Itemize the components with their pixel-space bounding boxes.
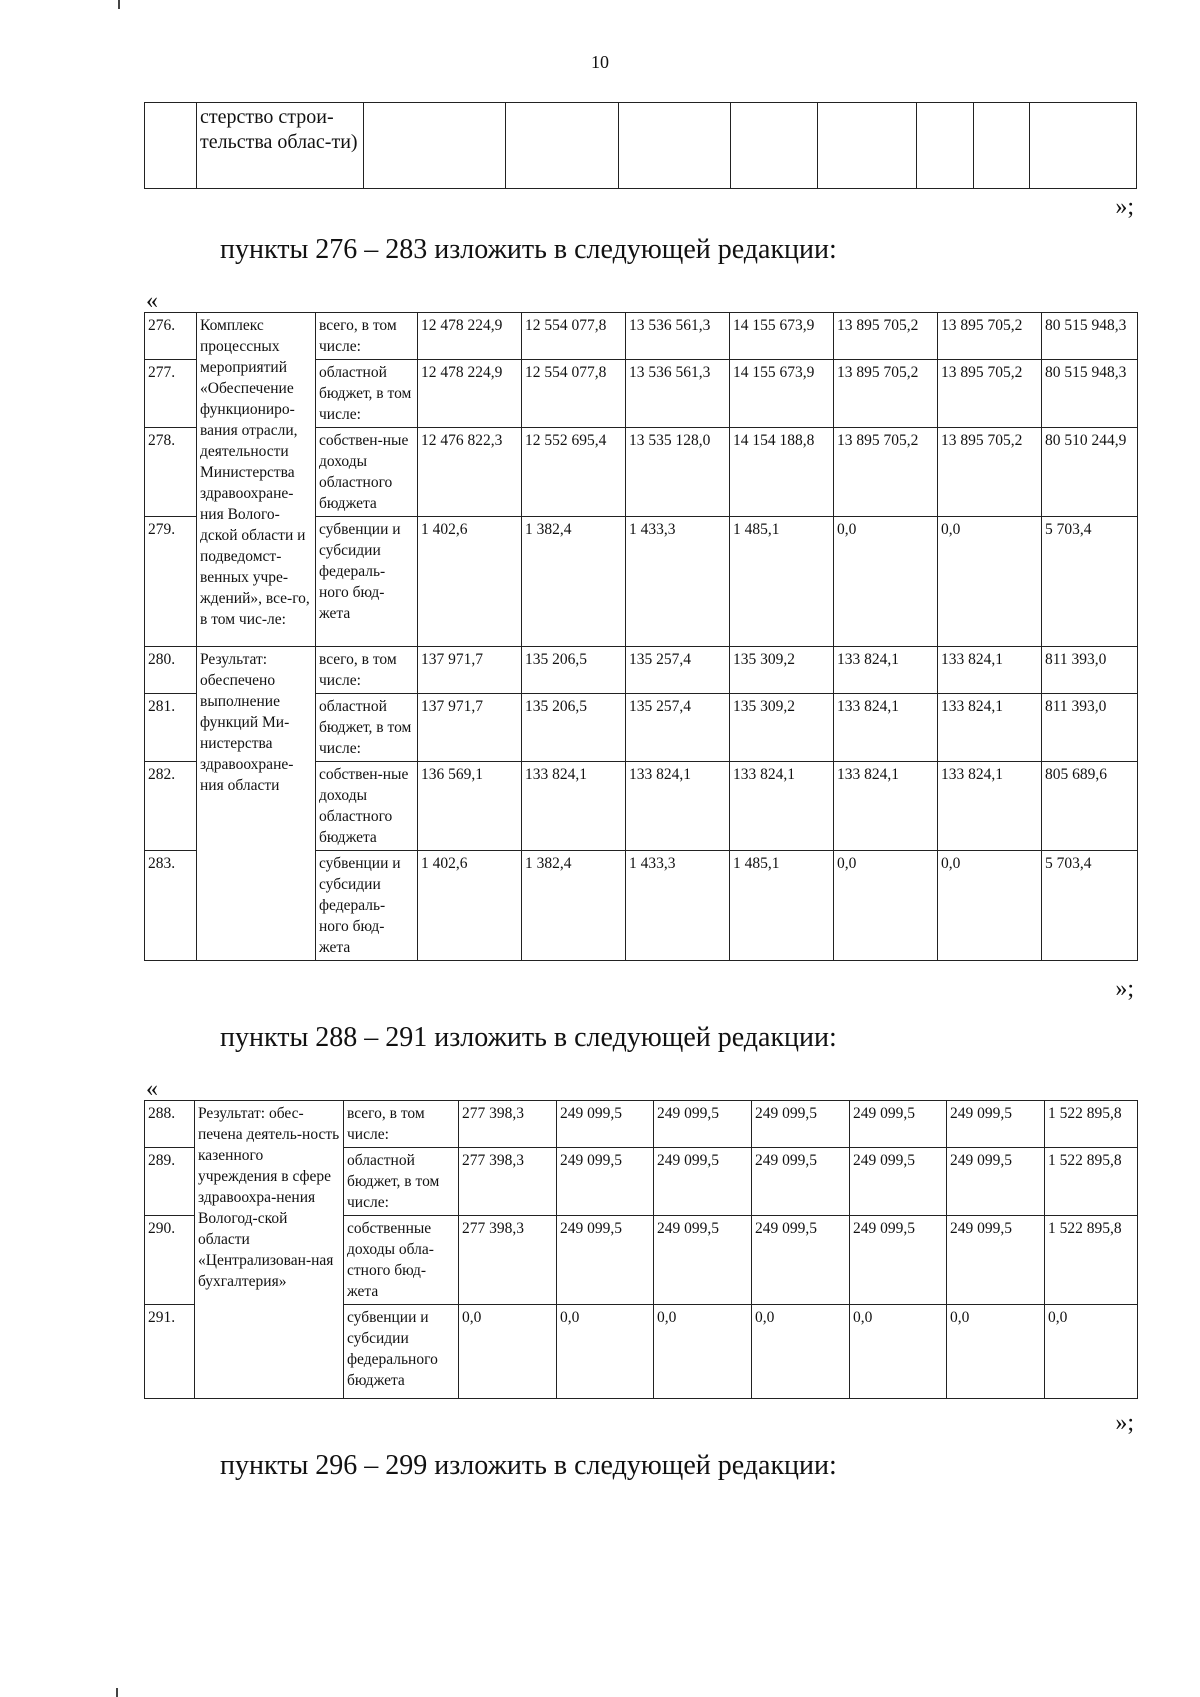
ministry-name-fragment: стерство строи-тельства облас-ти) — [197, 103, 364, 189]
amount-cell: 0,0 — [459, 1305, 557, 1399]
amount-cell: 137 971,7 — [418, 647, 522, 694]
program-name: Комплекс процессных мероприятий «Обеспечение функциониро-вания отрасли, деятельности Министерства здравоохране-ния Волого-дской области и подведомст-венных учре-ждений», все-го, в том чис-ле: — [197, 313, 316, 647]
amount-cell: 1 402,6 — [418, 517, 522, 647]
funding-source: областной бюджет, в том числе: — [316, 360, 418, 428]
funding-source: областной бюджет, в том числе: — [344, 1148, 459, 1216]
amount-cell: 13 536 561,3 — [626, 313, 730, 360]
closing-quote: »; — [1115, 976, 1134, 1002]
continuation-table — [144, 102, 1137, 189]
amount-cell: 133 824,1 — [938, 647, 1042, 694]
amount-cell: 249 099,5 — [654, 1101, 752, 1148]
program-name: Результат: обеспечено выполнение функций Ми-нистерства здравоохране-ния области — [197, 647, 316, 961]
amount-cell: 1 382,4 — [522, 851, 626, 961]
amount-cell: 1 382,4 — [522, 517, 626, 647]
amount-cell: 133 824,1 — [938, 694, 1042, 762]
amount-cell: 133 824,1 — [938, 762, 1042, 851]
row-number: 278. — [145, 428, 197, 517]
amount-cell: 13 895 705,2 — [938, 313, 1042, 360]
amount-cell: 135 309,2 — [730, 694, 834, 762]
amount-cell: 249 099,5 — [947, 1101, 1045, 1148]
amount-cell: 1 433,3 — [626, 851, 730, 961]
funding-source: всего, в том числе: — [344, 1101, 459, 1148]
amount-cell: 0,0 — [850, 1305, 947, 1399]
row-number: 290. — [145, 1216, 195, 1305]
amount-cell: 277 398,3 — [459, 1101, 557, 1148]
table-row — [145, 647, 1138, 694]
amount-cell: 12 554 077,8 — [522, 360, 626, 428]
amount-cell: 805 689,6 — [1042, 762, 1138, 851]
amount-cell: 249 099,5 — [752, 1148, 850, 1216]
amount-cell: 12 476 822,3 — [418, 428, 522, 517]
amount-cell: 0,0 — [834, 517, 938, 647]
amount-cell: 13 895 705,2 — [834, 313, 938, 360]
amount-cell: 135 257,4 — [626, 694, 730, 762]
amount-cell: 12 478 224,9 — [418, 360, 522, 428]
paragraph-items-288-291: пункты 288 – 291 изложить в следующей редакции: — [220, 1022, 837, 1053]
funding-source: субвенции и субсидии федераль-ного бюд-жета — [316, 851, 418, 961]
funding-source: субвенции и субсидии федераль-ного бюд-жета — [316, 517, 418, 647]
amount-cell: 0,0 — [1045, 1305, 1138, 1399]
amount-cell: 249 099,5 — [850, 1101, 947, 1148]
amount-cell: 249 099,5 — [557, 1101, 654, 1148]
amount-cell: 249 099,5 — [557, 1148, 654, 1216]
row-number: 276. — [145, 313, 197, 360]
row-number: 282. — [145, 762, 197, 851]
amount-cell: 0,0 — [938, 517, 1042, 647]
amount-cell: 1 485,1 — [730, 851, 834, 961]
row-number: 281. — [145, 694, 197, 762]
opening-quote: « — [146, 1076, 158, 1102]
amount-cell: 133 824,1 — [522, 762, 626, 851]
amount-cell: 5 703,4 — [1042, 517, 1138, 647]
amount-cell: 1 522 895,8 — [1045, 1101, 1138, 1148]
amount-cell: 249 099,5 — [557, 1216, 654, 1305]
row-number: 279. — [145, 517, 197, 647]
paragraph-items-276-283: пункты 276 – 283 изложить в следующей редакции: — [220, 234, 837, 265]
row-number: 288. — [145, 1101, 195, 1148]
row-number: 283. — [145, 851, 197, 961]
funding-source: собственные доходы обла-стного бюд-жета — [344, 1216, 459, 1305]
opening-quote: « — [146, 288, 158, 314]
amount-cell: 13 895 705,2 — [834, 428, 938, 517]
scan-speck — [118, 0, 120, 9]
amount-cell: 13 895 705,2 — [834, 360, 938, 428]
amount-cell: 133 824,1 — [730, 762, 834, 851]
closing-quote: »; — [1115, 1410, 1134, 1436]
amount-cell: 135 257,4 — [626, 647, 730, 694]
row-number: 280. — [145, 647, 197, 694]
funding-source: собствен-ные доходы областного бюджета — [316, 428, 418, 517]
amount-cell: 14 155 673,9 — [730, 313, 834, 360]
amount-cell: 811 393,0 — [1042, 647, 1138, 694]
amount-cell: 249 099,5 — [850, 1148, 947, 1216]
amount-cell: 135 309,2 — [730, 647, 834, 694]
amount-cell: 13 536 561,3 — [626, 360, 730, 428]
amount-cell: 133 824,1 — [834, 647, 938, 694]
cell-empty — [145, 103, 197, 189]
row-number: 289. — [145, 1148, 195, 1216]
amount-cell: 1 402,6 — [418, 851, 522, 961]
funding-source: всего, в том числе: — [316, 647, 418, 694]
row-number: 277. — [145, 360, 197, 428]
amount-cell: 137 971,7 — [418, 694, 522, 762]
amount-cell: 5 703,4 — [1042, 851, 1138, 961]
scan-speck — [116, 1688, 118, 1697]
funding-source: областной бюджет, в том числе: — [316, 694, 418, 762]
amount-cell: 13 895 705,2 — [938, 360, 1042, 428]
amount-cell: 80 515 948,3 — [1042, 313, 1138, 360]
amount-cell: 277 398,3 — [459, 1216, 557, 1305]
table-row — [145, 1101, 1138, 1148]
amount-cell: 0,0 — [752, 1305, 850, 1399]
program-name: Результат: обес-печена деятель-ность казенного учреждения в сфере здравоохра-нения Вологод-ской области «Централизован-ная бухгалтерия» — [195, 1101, 344, 1399]
amount-cell: 249 099,5 — [850, 1216, 947, 1305]
paragraph-items-296-299: пункты 296 – 299 изложить в следующей редакции: — [220, 1450, 837, 1481]
amount-cell: 1 433,3 — [626, 517, 730, 647]
amount-cell: 133 824,1 — [834, 694, 938, 762]
amount-cell: 135 206,5 — [522, 647, 626, 694]
budget-table-276-283 — [144, 312, 1138, 961]
amount-cell: 12 552 695,4 — [522, 428, 626, 517]
amount-cell: 14 154 188,8 — [730, 428, 834, 517]
amount-cell: 12 478 224,9 — [418, 313, 522, 360]
amount-cell: 133 824,1 — [834, 762, 938, 851]
page-number: 10 — [591, 52, 609, 72]
funding-source: субвенции и субсидии федерального бюджета — [344, 1305, 459, 1399]
funding-source: собствен-ные доходы областного бюджета — [316, 762, 418, 851]
amount-cell: 1 485,1 — [730, 517, 834, 647]
amount-cell: 1 522 895,8 — [1045, 1148, 1138, 1216]
amount-cell: 0,0 — [557, 1305, 654, 1399]
amount-cell: 13 535 128,0 — [626, 428, 730, 517]
closing-quote: »; — [1115, 194, 1134, 220]
amount-cell: 14 155 673,9 — [730, 360, 834, 428]
row-number: 291. — [145, 1305, 195, 1399]
amount-cell: 13 895 705,2 — [938, 428, 1042, 517]
amount-cell: 0,0 — [654, 1305, 752, 1399]
amount-cell: 136 569,1 — [418, 762, 522, 851]
amount-cell: 811 393,0 — [1042, 694, 1138, 762]
amount-cell: 80 515 948,3 — [1042, 360, 1138, 428]
amount-cell: 249 099,5 — [654, 1216, 752, 1305]
amount-cell: 135 206,5 — [522, 694, 626, 762]
budget-table-288-291 — [144, 1100, 1138, 1399]
amount-cell: 0,0 — [947, 1305, 1045, 1399]
amount-cell: 0,0 — [938, 851, 1042, 961]
amount-cell: 80 510 244,9 — [1042, 428, 1138, 517]
funding-source: всего, в том числе: — [316, 313, 418, 360]
amount-cell: 249 099,5 — [654, 1148, 752, 1216]
amount-cell: 249 099,5 — [947, 1148, 1045, 1216]
amount-cell: 249 099,5 — [752, 1101, 850, 1148]
amount-cell: 249 099,5 — [947, 1216, 1045, 1305]
amount-cell: 133 824,1 — [626, 762, 730, 851]
amount-cell: 12 554 077,8 — [522, 313, 626, 360]
amount-cell: 277 398,3 — [459, 1148, 557, 1216]
amount-cell: 1 522 895,8 — [1045, 1216, 1138, 1305]
table-row — [145, 313, 1138, 360]
amount-cell: 249 099,5 — [752, 1216, 850, 1305]
amount-cell: 0,0 — [834, 851, 938, 961]
